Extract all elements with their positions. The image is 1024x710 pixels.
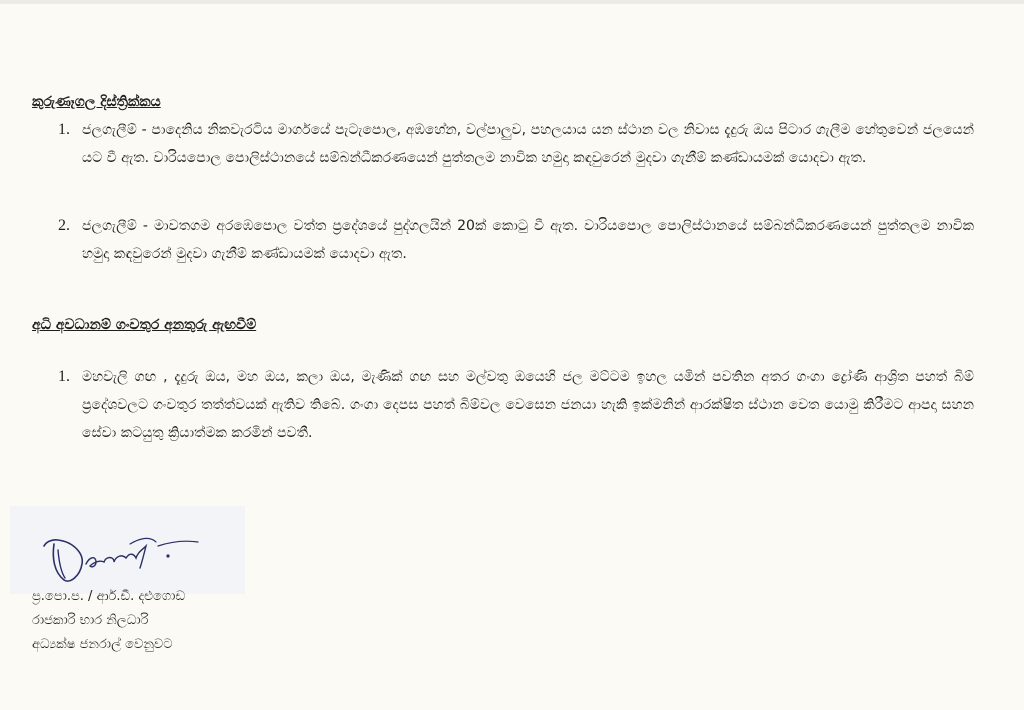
signatory-on-behalf: අධ්‍යක්ෂ ජනරාල් වෙනුවට [32,637,173,652]
handwritten-signature [10,506,245,594]
signature-image [10,506,245,594]
section-heading-flood-warning: අධි අවධානම් ගංවතුර අනතුරු ඇඟවීම් [32,317,257,333]
list-item [58,116,974,200]
list-item-text: ජලගැලීම් - පාදෙනිය නිකවැරටිය මාර්ගයේ පැටැපොල, අඹහේන, වල්පාලුව, පහලයාය යන ස්ථාන වල නිවාස දැදුරු ඔය පිටාර ගැලීම හේතුවෙන් ජලයෙන් යට වී ඇත. වාරියපොල පොලිස්ථානයේ සම්බන්ධීකරණයෙන් පුත්තලම නාවික හමුදා කඳවුරෙන් මුදවා ගැනීම් කණ්ඩායමක් යොදවා ඇත. [82,122,974,166]
signatory-name: ප්‍ර.පො.ප. / ආර්.ඩී. දළුගොඩ [32,589,186,604]
list-item [58,212,974,268]
signatory-title: රාජකාරි භාර නිලධාරි [32,613,149,628]
list-item-number: 2. [58,217,70,234]
list-item-number: 1. [58,368,70,385]
section-heading-kurunegala: කුරුණෑගල දිස්ත්‍රික්කය [32,94,161,110]
list-item-number: 1. [58,121,70,138]
list-item-text: ජලගැලීම් - මාවතගම අරඹෙපොල වත්ත ප්‍රදේශයේ පුද්ගලයින් 20ක් කොටු වී ඇත. වාරියපොල පොලිස්ථානයේ සම්බන්ධීකරණයෙන් පුත්තලම නාවික හමුදා කඳවුරෙන් මුදවා ගැනීම් කණ්ඩායමක් යොදවා ඇත. [82,218,974,262]
list-item [58,363,974,475]
list-item-text: මහවැලි ගඟ , දැදුරු ඔය, මහ ඔය, කලා ඔය, මැණික් ගඟ සහ මල්වතු ඔයෙහි ජල මට්ටම ඉහල යමින් පවතින අතර ගංගා ද්‍රෝණි ආශ්‍රිත පහත් බිම් ප්‍රදේශවලට ගංවතුර තත්ත්වයක් ඇතිව තිබේ. ගංගා දෙපස පහත් බිම්වල වෙසෙන ජනයා හැකි ඉක්මනින් ආරක්ෂිත ස්ථාන වෙත යොමු කිරීමට ආපදා සහන සේවා කටයුතු ක්‍රියාත්මක කරමින් පවතී. [82,369,974,441]
